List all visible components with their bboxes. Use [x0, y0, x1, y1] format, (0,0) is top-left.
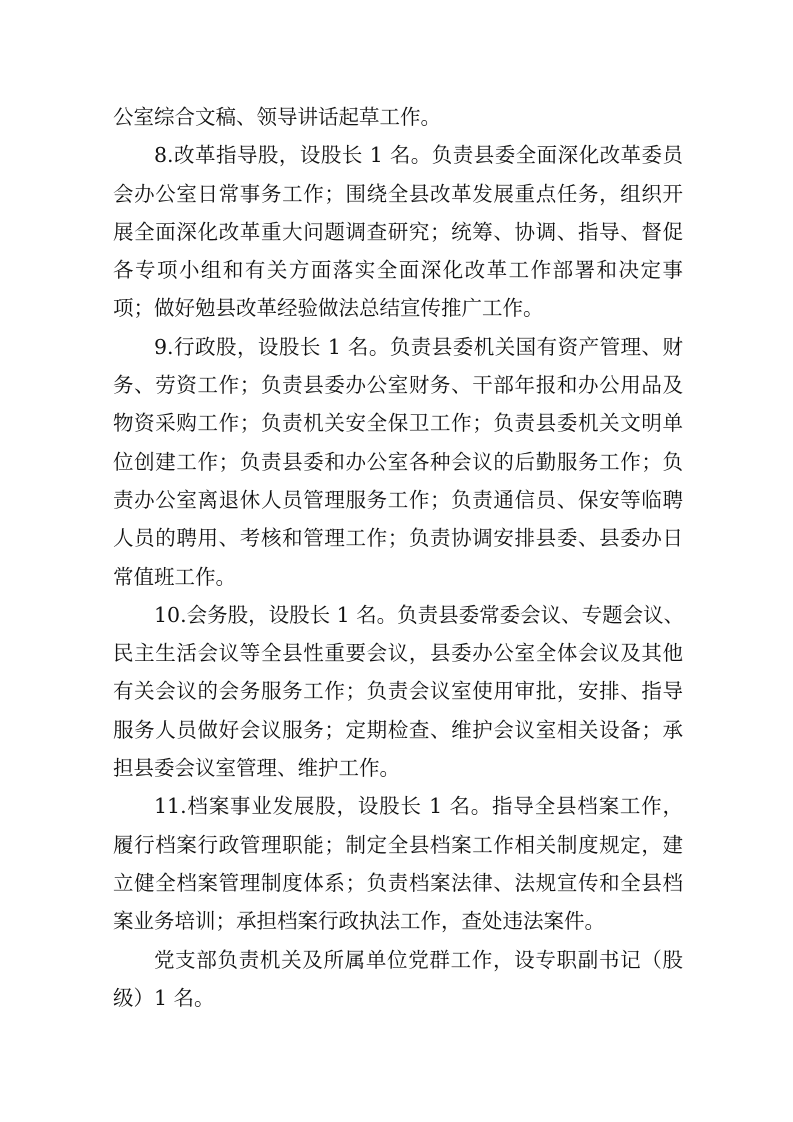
- text-line: 项；做好勉县改革经验做法总结宣传推广工作。: [113, 296, 544, 321]
- text-line: 会办公室日常事务工作；围绕全县改革发展重点任务，组织开: [113, 181, 683, 206]
- document-body: [113, 98, 683, 1017]
- text-line: 责办公室离退休人员管理服务工作；负责通信员、保安等临聘: [113, 487, 683, 512]
- text-line: 人员的聘用、考核和管理工作；负责协调安排县委、县委办日: [113, 526, 683, 551]
- text-line: 有关会议的会务服务工作；负责会议室使用审批，安排、指导: [113, 679, 683, 704]
- text-line: 8.改革指导股，设股长 1 名。负责县委全面深化改革委员: [154, 143, 683, 168]
- paragraph-item-9: [113, 328, 683, 596]
- text-line: 各专项小组和有关方面落实全面深化改革工作部署和决定事: [113, 258, 683, 283]
- text-line: 级）1 名。: [113, 985, 215, 1010]
- text-line: 立健全档案管理制度体系；负责档案法律、法规宣传和全县档: [113, 870, 683, 895]
- text-line: 公室综合文稿、领导讲话起草工作。: [113, 105, 441, 129]
- text-line: 务、劳资工作；负责县委办公室财务、干部年报和办公用品及: [113, 373, 683, 398]
- text-line: 物资采购工作；负责机关安全保卫工作；负责县委机关文明单: [113, 411, 683, 436]
- text-line: 服务人员做好会议服务；定期检查、维护会议室相关设备；承: [113, 717, 683, 742]
- text-line: 位创建工作；负责县委和办公室各种会议的后勤服务工作；负: [113, 449, 683, 474]
- text-line: 11.档案事业发展股，设股长 1 名。指导全县档案工作，: [154, 794, 683, 819]
- paragraph-item-10: [113, 596, 683, 787]
- text-line: 党支部负责机关及所属单位党群工作，设专职副书记（股: [154, 947, 683, 972]
- text-line: 履行档案行政管理职能；制定全县档案工作相关制度规定，建: [113, 832, 683, 857]
- text-line: 9.行政股，设股长 1 名。负责县委机关国有资产管理、财: [154, 334, 683, 359]
- text-line: 10.会务股，设股长 1 名。负责县委常委会议、专题会议、: [154, 602, 685, 627]
- paragraph-continuation: [113, 98, 683, 136]
- text-line: 常值班工作。: [113, 564, 236, 589]
- paragraph-item-8: [113, 136, 683, 327]
- paragraph-item-11: [113, 787, 683, 940]
- text-line: 案业务培训；承担档案行政执法工作，查处违法案件。: [113, 909, 605, 934]
- text-line: 民主生活会议等全县性重要会议，县委办公室全体会议及其他: [113, 641, 683, 666]
- text-line: 展全面深化改革重大问题调查研究；统筹、协调、指导、督促: [113, 219, 683, 244]
- text-line: 担县委会议室管理、维护工作。: [113, 756, 400, 781]
- paragraph-party-branch: [113, 941, 683, 1018]
